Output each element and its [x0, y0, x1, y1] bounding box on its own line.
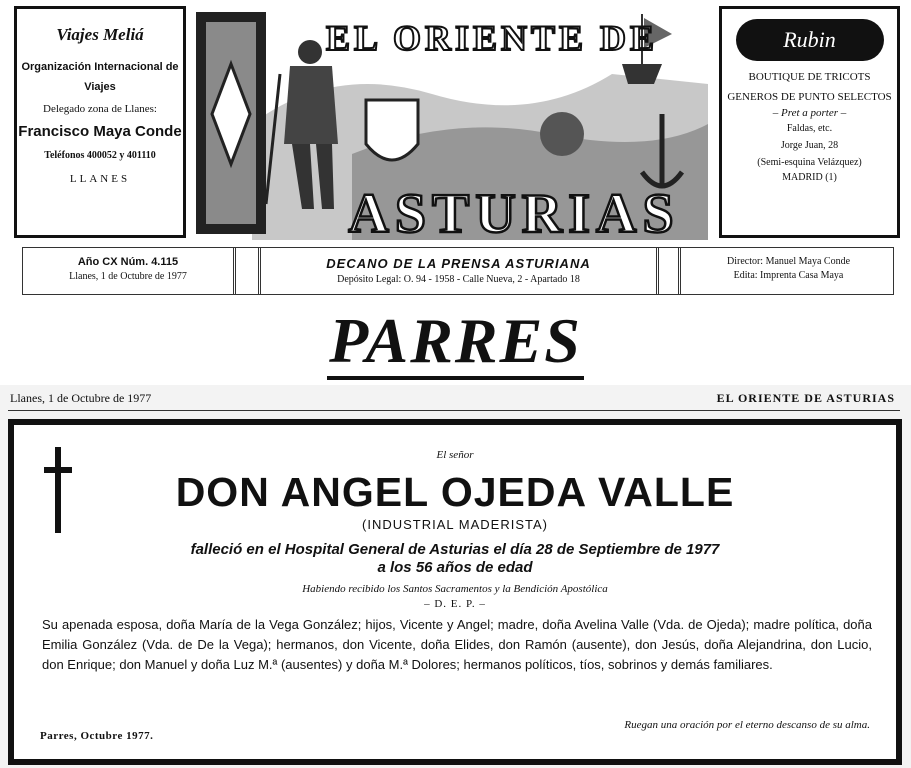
obituary-death-line1: falleció en el Hospital General de Asturias el día 28 de Septiembre de 1977: [190, 541, 720, 558]
obituary-rip: – D. E. P. –: [424, 598, 486, 610]
ad-agency-tagline: Organización Internacional de Viajes: [21, 61, 179, 93]
section-title: [0, 306, 911, 376]
masthead-info-strip: [22, 247, 894, 295]
issue-info: [23, 248, 236, 294]
ad-phones: Teléfonos 400052 y 401110: [44, 150, 156, 161]
rubin-logo: Rubin: [736, 19, 884, 61]
ad-boutique-title: BOUTIQUE DE TRICOTS: [748, 71, 871, 83]
ad-boutique-city: MADRID (1): [782, 172, 837, 183]
ad-delegate-name: Francisco Maya Conde: [18, 123, 182, 140]
obituary-place-date: Parres, Octubre 1977.: [40, 730, 154, 742]
obituary-family-text: Su apenada esposa, doña María de la Vega González; hijos, Vicente y Angel; madre, doña Avelina Valle (Vda. de Ojeda); madre política, doña Emilia González (Vda. de De la Vega); hermanos, don Vicente, doña Elides, don Ramón (ausente), don Jesús, doña Alejandrina, don Lucio, don Enrique; don Manuel y doña Luz M.ª (ausentes) y doña M.ª Dolores; hermanos políticos, tíos, sobrinos y demás familiares.: [42, 617, 872, 672]
staff-info: [678, 248, 896, 294]
newspaper-masthead: [0, 0, 911, 300]
obituary-prayer-request: Ruegan una oración por el eterno descanso de su alma.: [624, 719, 870, 731]
issue-number: Año CX Núm. 4.115: [77, 256, 179, 268]
legal-deposit: Depósito Legal: O. 94 - 1958 - Calle Nueva, 2 - Apartado 18: [337, 274, 580, 285]
obituary-death-line2: a los 56 años de edad: [377, 559, 533, 576]
issue-date: Llanes, 1 de Octubre de 1977: [69, 271, 187, 282]
rubin-boutique-ad: [719, 6, 900, 238]
masthead-illustration: [192, 4, 708, 240]
obituary-occupation: (INDUSTRIAL MADERISTA): [362, 517, 548, 532]
viajes-melia-ad: [14, 6, 186, 238]
obituary-salutation: El señor: [436, 449, 474, 461]
ad-boutique-corner: (Semi-esquina Velázquez): [757, 157, 862, 168]
newspaper-motto: DECANO DE LA PRENSA ASTURIANA: [326, 256, 591, 271]
newspaper-clipping: [0, 385, 911, 768]
director: Director: Manuel Maya Conde: [726, 256, 851, 267]
motto-info: [258, 248, 659, 294]
clipping-paper-name: EL ORIENTE DE ASTURIAS: [716, 391, 895, 405]
ad-delegate-label: Delegado zona de Llanes:: [43, 103, 157, 115]
masthead-title-line2: ASTURIAS: [348, 183, 680, 240]
clipping-date: Llanes, 1 de Octubre de 1977: [10, 391, 152, 405]
ad-boutique-style: – Pret a porter –: [772, 107, 847, 119]
obituary-notice: [8, 419, 902, 765]
ad-boutique-street: Jorge Juan, 28: [780, 140, 839, 151]
ad-town: LLANES: [69, 173, 131, 185]
printer: Edita: Imprenta Casa Maya: [733, 270, 844, 281]
clipping-divider: [8, 410, 900, 411]
ad-boutique-items: Faldas, etc.: [786, 123, 833, 134]
ad-agency-name: Viajes Meliá: [56, 25, 144, 44]
section-title-text: PARRES: [327, 305, 584, 380]
obituary-name: DON ANGEL OJEDA VALLE: [175, 469, 735, 515]
ad-boutique-goods: GENEROS DE PUNTO SELECTOS: [727, 91, 892, 103]
masthead-title-line1: EL ORIENTE DE: [325, 18, 659, 58]
obituary-death-notice: [14, 541, 896, 577]
obituary-sacraments: Habiendo recibido los Santos Sacramentos y la Bendición Apostólica: [302, 583, 608, 595]
